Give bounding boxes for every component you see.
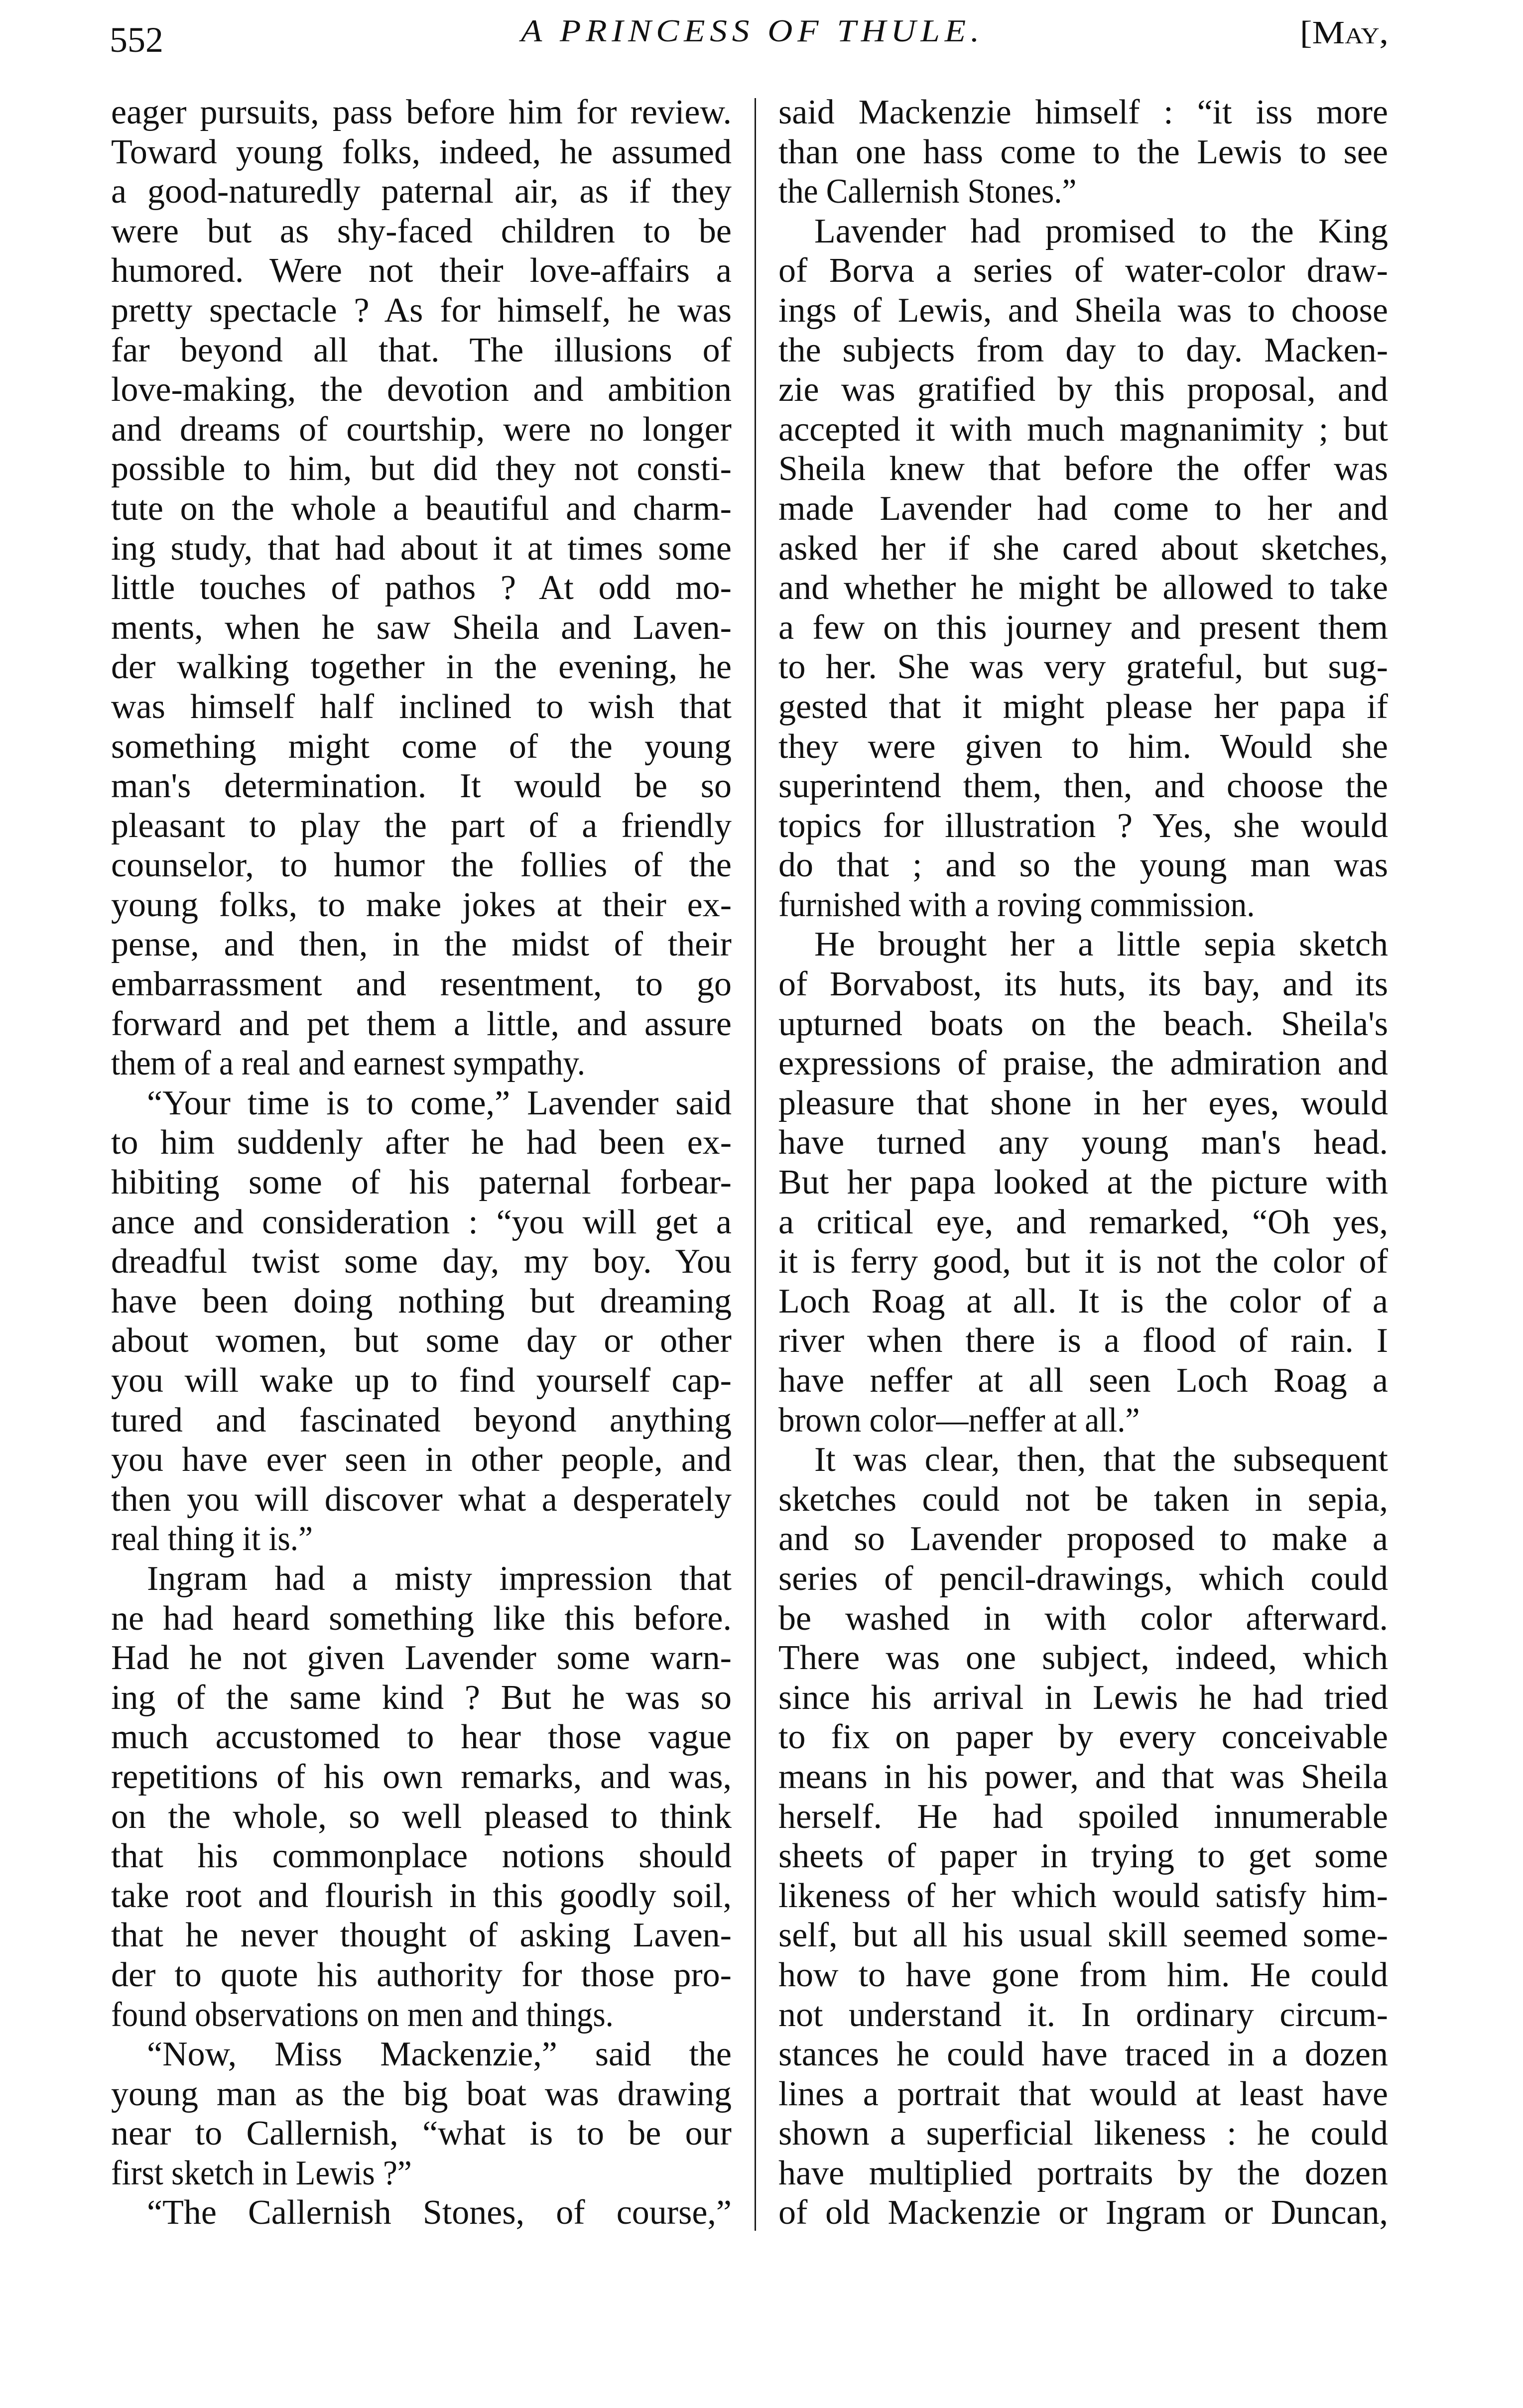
- line-text: herself. He had spoiled innumerable: [778, 1797, 1388, 1836]
- text-line: [111, 1361, 732, 1401]
- text-line: [778, 1361, 1388, 1401]
- text-line: [111, 1995, 732, 2035]
- line-text: lines a portrait that would at least have: [778, 2074, 1388, 2113]
- text-column-left: [111, 93, 732, 2233]
- paragraph-first-line: [778, 1440, 1388, 1480]
- line-text: “Now, Miss Mackenzie,” said the: [147, 2035, 732, 2074]
- line-text: of Borvabost, its huts, its bay, and its: [778, 965, 1388, 1004]
- line-text: the subjects from day to day. Macken-: [778, 331, 1388, 369]
- text-line: [111, 449, 732, 489]
- line-text: expressions of praise, the admiration and: [778, 1044, 1388, 1083]
- text-line: [778, 964, 1388, 1004]
- text-line: [778, 1084, 1388, 1123]
- line-text: and so Lavender proposed to make a: [778, 1520, 1388, 1559]
- line-text: have neffer at all seen Loch Roag a: [778, 1361, 1388, 1400]
- line-text: to fix on paper by every conceivable: [778, 1718, 1388, 1757]
- text-line: [111, 964, 732, 1004]
- line-text: asked her if she cared about sketches,: [778, 529, 1388, 568]
- text-line: [111, 727, 732, 767]
- text-line: [778, 1203, 1388, 1242]
- line-text: take root and flourish in this goodly soil,: [111, 1876, 732, 1915]
- text-line: [778, 568, 1388, 608]
- line-text: were but as shy-faced children to be: [111, 212, 732, 250]
- line-text: far beyond all that. The illusions of: [111, 331, 732, 369]
- text-line: [111, 1480, 732, 1520]
- text-line: [111, 251, 732, 291]
- line-text: dreadful twist some day, my boy. You: [111, 1242, 732, 1281]
- text-line: [778, 1123, 1388, 1163]
- line-text: you will wake up to find yourself cap-: [111, 1361, 732, 1400]
- text-line: [778, 1876, 1388, 1916]
- text-line: [111, 1638, 732, 1678]
- text-line: [111, 687, 732, 727]
- text-line: [111, 370, 732, 410]
- line-text: near to Callernish, “what is to be our: [111, 2114, 732, 2153]
- issue-month: [May,: [1300, 14, 1389, 51]
- text-line: [111, 1282, 732, 1322]
- line-text: forward and pet them a little, and assure: [111, 1004, 732, 1043]
- text-line: [778, 2154, 1388, 2193]
- line-text: He brought her a little sepia sketch: [814, 925, 1388, 964]
- line-text: But her papa looked at the picture with: [778, 1163, 1388, 1202]
- line-text: brown color—neffer at all.”: [778, 1401, 1140, 1440]
- text-line: [111, 766, 732, 806]
- paragraph-first-line: [778, 925, 1388, 964]
- line-text: means in his power, and that was Sheila: [778, 1757, 1388, 1796]
- text-line: [111, 410, 732, 450]
- text-line: [778, 1401, 1388, 1441]
- line-text: It was clear, then, that the subsequent: [814, 1441, 1388, 1479]
- text-line: [111, 529, 732, 569]
- text-line: [111, 212, 732, 251]
- line-text: have been doing nothing but dreaming: [111, 1282, 732, 1321]
- text-line: [778, 766, 1388, 806]
- text-line: [111, 1401, 732, 1441]
- line-text: upturned boats on the beach. Sheila's: [778, 1004, 1388, 1043]
- text-line: [111, 172, 732, 212]
- text-line: [778, 251, 1388, 291]
- line-text: the Callernish Stones.”: [778, 172, 1077, 211]
- line-text: tured and fascinated beyond anything: [111, 1401, 732, 1440]
- text-line: [111, 2154, 732, 2193]
- page-number: 552: [110, 20, 163, 60]
- line-text: young folks, to make jokes at their ex-: [111, 885, 732, 924]
- text-line: [778, 1757, 1388, 1797]
- line-text: gested that it might please her papa if: [778, 687, 1388, 726]
- text-line: [111, 1123, 732, 1163]
- line-text: pleasure that shone in her eyes, would: [778, 1084, 1388, 1122]
- text-line: [111, 1678, 732, 1718]
- text-line: [111, 845, 732, 885]
- text-line: [778, 1282, 1388, 1322]
- line-text: be washed in with color afterward.: [778, 1599, 1388, 1638]
- text-line: [778, 608, 1388, 648]
- paragraph-first-line: [111, 1084, 732, 1123]
- text-line: [111, 1203, 732, 1242]
- line-text: furnished with a roving commission.: [778, 885, 1255, 924]
- text-line: [778, 727, 1388, 767]
- text-line: [778, 1559, 1388, 1599]
- text-line: [778, 489, 1388, 529]
- line-text: something might come of the young: [111, 727, 732, 766]
- line-text: embarrassment and resentment, to go: [111, 965, 732, 1004]
- text-line: [778, 1638, 1388, 1678]
- text-line: [778, 647, 1388, 687]
- text-line: [111, 1797, 732, 1837]
- line-text: said Mackenzie himself : “it iss more: [778, 93, 1388, 131]
- line-text: Toward young folks, indeed, he assumed: [111, 132, 732, 171]
- text-line: [111, 1044, 732, 1084]
- text-line: [778, 1955, 1388, 1995]
- line-text: then you will discover what a desperately: [111, 1480, 732, 1519]
- line-text: first sketch in Lewis ?”: [111, 2154, 412, 2192]
- line-text: counselor, to humor the follies of the: [111, 846, 732, 885]
- text-line: [111, 608, 732, 648]
- line-text: self, but all his usual skill seemed some-: [778, 1916, 1388, 1955]
- line-text: ings of Lewis, and Sheila was to choose: [778, 291, 1388, 330]
- text-column-right: [778, 93, 1388, 2233]
- line-text: made Lavender had come to her and: [778, 489, 1388, 528]
- text-line: [111, 1876, 732, 1916]
- text-line: [778, 845, 1388, 885]
- line-text: der to quote his authority for those pro-: [111, 1955, 732, 1994]
- text-line: [111, 1955, 732, 1995]
- line-text: little touches of pathos ? At odd mo-: [111, 569, 732, 607]
- text-line: [778, 449, 1388, 489]
- text-line: [778, 410, 1388, 450]
- line-text: Loch Roag at all. It is the color of a: [778, 1282, 1388, 1321]
- text-line: [111, 489, 732, 529]
- line-text: zie was gratified by this proposal, and: [778, 370, 1388, 409]
- text-line: [111, 925, 732, 964]
- line-text: was himself half inclined to wish that: [111, 687, 732, 726]
- line-text: on the whole, so well pleased to think: [111, 1797, 732, 1836]
- text-line: [778, 1836, 1388, 1876]
- text-line: [778, 529, 1388, 569]
- text-line: [111, 806, 732, 846]
- text-line: [778, 1916, 1388, 1955]
- line-text: pleasant to play the part of a friendly: [111, 806, 732, 845]
- line-text: superintend them, then, and choose the: [778, 767, 1388, 806]
- text-line: [111, 2114, 732, 2154]
- text-line: [778, 1678, 1388, 1718]
- line-text: shown a superficial likeness : he could: [778, 2114, 1388, 2153]
- line-text: and dreams of courtship, were no longer: [111, 410, 732, 449]
- text-line: [778, 331, 1388, 370]
- line-text: humored. Were not their love-affairs a: [111, 251, 732, 290]
- line-text: how to have gone from him. He could: [778, 1955, 1388, 1994]
- line-text: a few on this journey and present them: [778, 608, 1388, 647]
- paragraph-first-line: [111, 2035, 732, 2074]
- line-text: love-making, the devotion and ambition: [111, 370, 732, 409]
- line-text: tute on the whole a beautiful and charm-: [111, 489, 732, 528]
- line-text: a good-naturedly paternal air, as if they: [111, 172, 732, 211]
- text-line: [778, 1004, 1388, 1044]
- text-line: [778, 2074, 1388, 2114]
- line-text: it is ferry good, but it is not the color of: [778, 1242, 1388, 1281]
- paragraph-first-line: [111, 1559, 732, 1599]
- text-line: [778, 291, 1388, 331]
- line-text: series of pencil-drawings, which could: [778, 1559, 1388, 1598]
- line-text: that his commonplace notions should: [111, 1837, 732, 1876]
- line-text: ing of the same kind ? But he was so: [111, 1678, 732, 1717]
- text-line: [778, 885, 1388, 925]
- text-line: [778, 370, 1388, 410]
- text-line: [778, 1995, 1388, 2035]
- text-line: [111, 1242, 732, 1282]
- text-line: [778, 2035, 1388, 2074]
- text-line: [111, 1757, 732, 1797]
- line-text: they were given to him. Would she: [778, 727, 1388, 766]
- paragraph-first-line: [778, 212, 1388, 251]
- line-text: stances he could have traced in a dozen: [778, 2035, 1388, 2074]
- text-line: [778, 806, 1388, 846]
- line-text: pretty spectacle ? As for himself, he was: [111, 291, 732, 330]
- text-line: [111, 568, 732, 608]
- line-text: “Your time is to come,” Lavender said: [147, 1084, 732, 1122]
- line-text: them of a real and earnest sympathy.: [111, 1044, 586, 1083]
- text-line: [111, 1836, 732, 1876]
- line-text: not understand it. In ordinary circum-: [778, 1995, 1388, 2034]
- line-text: Ingram had a misty impression that: [147, 1559, 732, 1598]
- text-line: [111, 1519, 732, 1559]
- line-text: likeness of her which would satisfy him-: [778, 1876, 1388, 1915]
- text-line: [778, 1242, 1388, 1282]
- line-text: much accustomed to hear those vague: [111, 1718, 732, 1757]
- line-text: have turned any young man's head.: [778, 1123, 1388, 1162]
- line-text: der walking together in the evening, he: [111, 648, 732, 687]
- line-text: man's determination. It would be so: [111, 767, 732, 806]
- line-text: Lavender had promised to the King: [814, 212, 1388, 250]
- column-rule: [755, 98, 756, 2231]
- line-text: ne had heard something like this before.: [111, 1599, 732, 1638]
- text-line: [111, 331, 732, 370]
- running-title: A PRINCESS OF THULE.: [521, 13, 984, 48]
- line-text: ments, when he saw Sheila and Laven-: [111, 608, 732, 647]
- text-line: [778, 1480, 1388, 1520]
- text-line: [778, 1321, 1388, 1361]
- line-text: a critical eye, and remarked, “Oh yes,: [778, 1203, 1388, 1241]
- line-text: since his arrival in Lewis he had tried: [778, 1678, 1388, 1717]
- text-line: [778, 132, 1388, 172]
- line-text: Sheila knew that before the offer was: [778, 450, 1388, 488]
- text-line: [111, 291, 732, 331]
- text-line: [111, 1163, 732, 1203]
- text-line: [111, 2074, 732, 2114]
- line-text: that he never thought of asking Laven-: [111, 1916, 732, 1955]
- line-text: do that ; and so the young man was: [778, 846, 1388, 885]
- line-text: of Borva a series of water-color draw-: [778, 251, 1388, 290]
- text-line: [778, 687, 1388, 727]
- text-line: [111, 885, 732, 925]
- line-text: pense, and then, in the midst of their: [111, 925, 732, 964]
- text-line: [111, 1321, 732, 1361]
- text-line: [778, 93, 1388, 132]
- text-line: [111, 1717, 732, 1757]
- line-text: river when there is a flood of rain. I: [778, 1322, 1388, 1360]
- line-text: found observations on men and things.: [111, 1995, 614, 2034]
- text-line: [778, 1163, 1388, 1203]
- text-line: [111, 132, 732, 172]
- line-text: possible to him, but did they not consti-: [111, 450, 732, 488]
- line-text: Had he not given Lavender some warn-: [111, 1639, 732, 1678]
- line-text: hibiting some of his paternal forbear-: [111, 1163, 732, 1202]
- line-text: repetitions of his own remarks, and was,: [111, 1757, 732, 1796]
- text-line: [778, 2114, 1388, 2154]
- line-text: than one hass come to the Lewis to see: [778, 132, 1388, 171]
- text-line: [111, 1916, 732, 1955]
- line-text: “The Callernish Stones, of course,”: [147, 2193, 732, 2232]
- line-text: real thing it is.”: [111, 1520, 313, 1559]
- text-line: [778, 1599, 1388, 1639]
- line-text: topics for illustration ? Yes, she would: [778, 806, 1388, 845]
- line-text: to him suddenly after he had been ex-: [111, 1123, 732, 1162]
- text-line: [778, 172, 1388, 212]
- text-line: [111, 93, 732, 132]
- line-text: sheets of paper in trying to get some: [778, 1837, 1388, 1876]
- line-text: sketches could not be taken in sepia,: [778, 1480, 1388, 1519]
- line-text: to her. She was very grateful, but sug-: [778, 648, 1388, 687]
- line-text: accepted it with much magnanimity ; but: [778, 410, 1388, 449]
- line-text: about women, but some day or other: [111, 1322, 732, 1360]
- text-line: [778, 1717, 1388, 1757]
- text-line: [778, 1044, 1388, 1084]
- text-line: [778, 2193, 1388, 2233]
- line-text: ance and consideration : “you will get a: [111, 1203, 732, 1241]
- text-line: [778, 1519, 1388, 1559]
- line-text: eager pursuits, pass before him for review.: [111, 93, 732, 131]
- text-line: [111, 1440, 732, 1480]
- line-text: have multiplied portraits by the dozen: [778, 2154, 1388, 2192]
- text-line: [778, 1797, 1388, 1837]
- line-text: There was one subject, indeed, which: [778, 1639, 1388, 1678]
- line-text: you have ever seen in other people, and: [111, 1441, 732, 1479]
- text-line: [111, 647, 732, 687]
- text-line: [111, 1599, 732, 1639]
- line-text: of old Mackenzie or Ingram or Duncan,: [778, 2193, 1388, 2232]
- line-text: and whether he might be allowed to take: [778, 569, 1388, 607]
- text-line: [111, 1004, 732, 1044]
- line-text: ing study, that had about it at times some: [111, 529, 732, 568]
- line-text: young man as the big boat was drawing: [111, 2074, 732, 2113]
- paragraph-first-line: [111, 2193, 732, 2233]
